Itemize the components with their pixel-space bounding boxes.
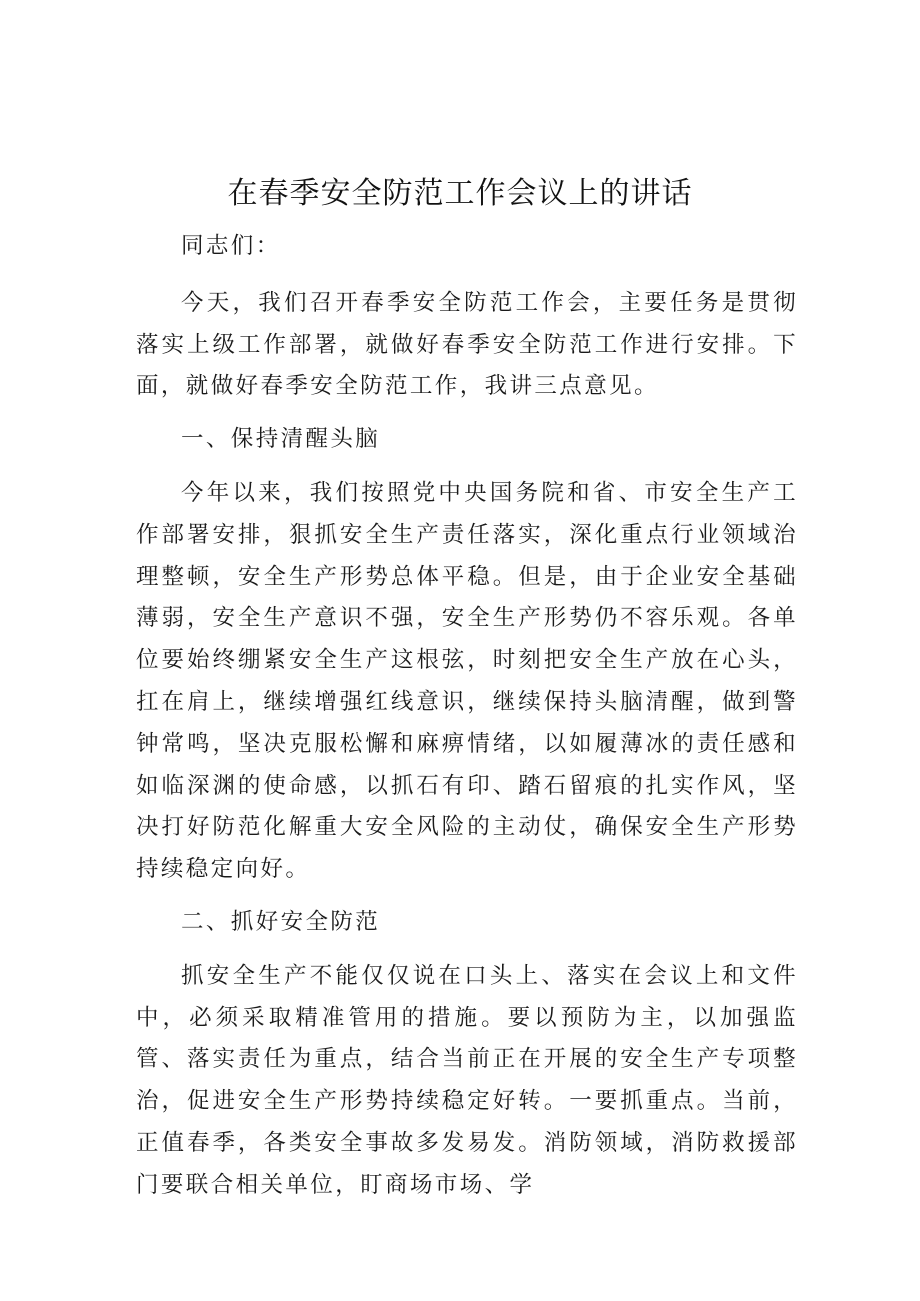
document-body [136, 226, 798, 1218]
intro-paragraph: 今天，我们召开春季安全防范工作会，主要任务是贯彻落实上级工作部署，就做好春季安全防范工作进行安排。下面，就做好春季安全防范工作，我讲三点意见。 [136, 289, 798, 400]
document-title: 在春季安全防范工作会议上的讲话 [227, 176, 693, 211]
section-2-paragraph: 抓安全生产不能仅仅说在口头上、落实在会议上和文件中，必须采取精准管用的措施。要以预防为主，以加强监管、落实责任为重点，结合当前正在开展的安全生产专项整治，促进安全生产形势持续稳定好转。一要抓重点。当前，正值春季，各类安全事故多发易发。消防领域，消防救援部门要联合相关单位，盯商场市场、学 [136, 962, 798, 1198]
section-1-paragraph: 今年以来，我们按照党中央国务院和省、市安全生产工作部署安排，狠抓安全生产责任落实，深化重点行业领域治理整顿，安全生产形势总体平稳。但是，由于企业安全基础薄弱，安全生产意识不强，安全生产形势仍不容乐观。各单位要始终绷紧安全生产这根弦，时刻把安全生产放在心头，扛在肩上，继续增强红线意识，继续保持头脑清醒，做到警钟常鸣，坚决克服松懈和麻痹情绪，以如履薄冰的责任感和如临深渊的使命感，以抓石有印、踏石留痕的扎实作风，坚决打好防范化解重大安全风险的主动仗，确保安全生产形势持续稳定向好。 [136, 479, 798, 883]
section-2-heading: 二、抓好安全防范 [181, 908, 381, 935]
section-1-heading: 一、保持清醒头脑 [181, 426, 381, 453]
salutation: 同志们： [181, 233, 281, 259]
